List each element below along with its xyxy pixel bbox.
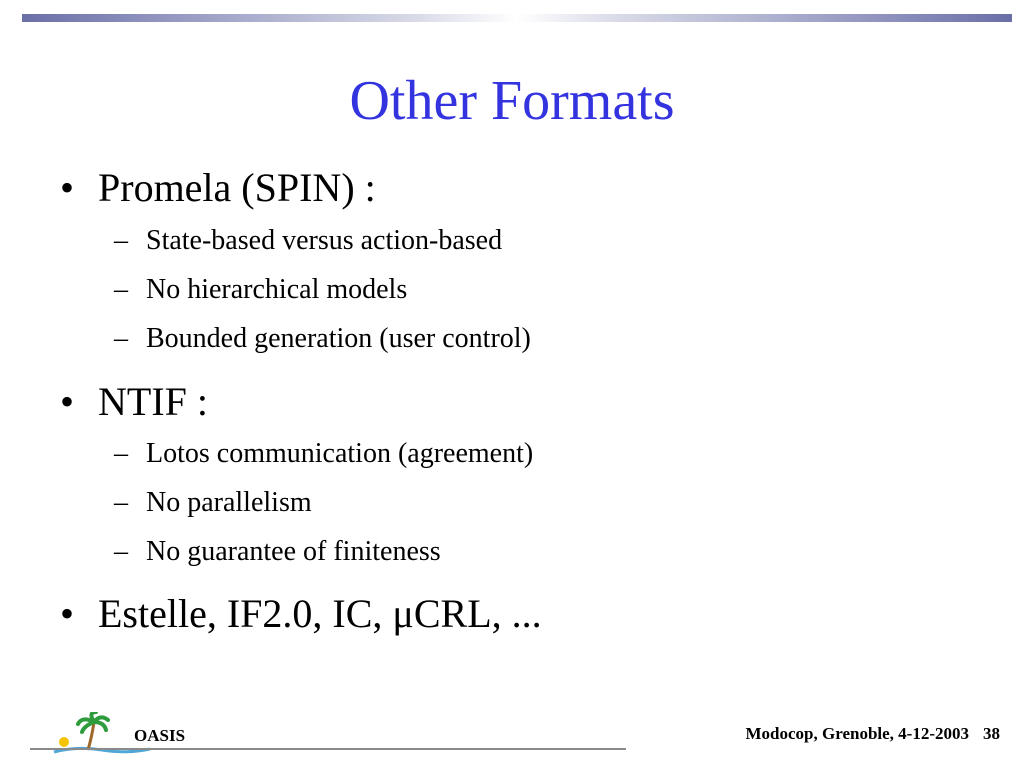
footer-event-info: [745, 724, 1000, 744]
sub-bullet-item: [114, 437, 534, 471]
bullet-item: [60, 378, 208, 426]
sub-bullet-item: [114, 224, 503, 258]
sub-bullet-item: [114, 273, 408, 307]
bullet-text: Estelle, IF2.0, IC, μCRL, ...: [98, 591, 542, 636]
sub-bullet-item: [114, 486, 312, 520]
sub-bullet-text: No parallelism: [146, 487, 312, 518]
bullet-text: NTIF :: [98, 379, 208, 424]
slide-title: Other Formats: [349, 70, 675, 132]
dash-icon: –: [114, 438, 128, 469]
bullet-item: [60, 164, 376, 212]
bullet-dot-icon: •: [60, 165, 75, 210]
bullet-text: Promela (SPIN) :: [98, 165, 376, 210]
bullet-item: [60, 590, 542, 638]
dash-icon: –: [114, 274, 128, 305]
dash-icon: –: [114, 225, 128, 256]
sub-bullet-text: State-based versus action-based: [146, 225, 503, 256]
sub-bullet-text: Bounded generation (user control): [146, 323, 531, 354]
sub-bullet-text: No hierarchical models: [146, 274, 408, 305]
sub-bullet-item: [114, 535, 441, 569]
sub-bullet-item: [114, 322, 531, 356]
footer-divider: [30, 748, 626, 750]
page-number: 38: [983, 724, 1000, 743]
bullet-dot-icon: •: [60, 591, 75, 636]
sub-bullet-text: Lotos communication (agreement): [146, 438, 534, 469]
dash-icon: –: [114, 487, 128, 518]
dash-icon: –: [114, 536, 128, 567]
footer-event-label: Modocop, Grenoble, 4-12-2003: [745, 724, 969, 743]
bullet-dot-icon: •: [60, 379, 75, 424]
footer-organization: OASIS: [134, 726, 186, 745]
sub-bullet-text: No guarantee of finiteness: [146, 536, 441, 567]
dash-icon: –: [114, 323, 128, 354]
